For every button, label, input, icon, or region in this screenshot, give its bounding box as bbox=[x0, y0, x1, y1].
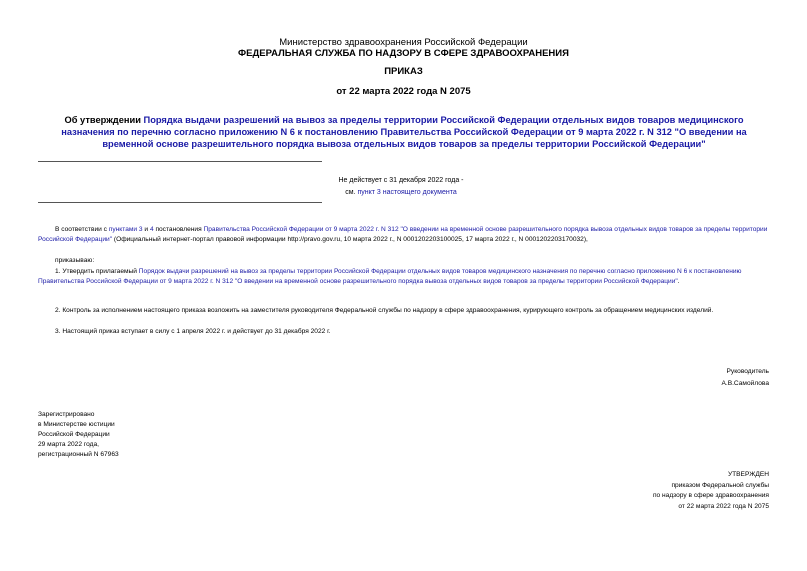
item-2-paragraph: 2. Контроль за исполнением настоящего приказа возложить на заместителя руководителя Федеральной службы по надзору в сфере здравоохранения, курирующего контроль за обращением медицинских изделий. bbox=[55, 307, 714, 314]
preamble-paragraph bbox=[38, 225, 772, 245]
preamble-text: постановления bbox=[153, 226, 204, 233]
registration-line: Зарегистрировано bbox=[38, 411, 95, 418]
title-prefix: Об утверждении bbox=[64, 115, 144, 125]
registration-line: Российской Федерации bbox=[38, 431, 110, 438]
status-note bbox=[300, 175, 502, 199]
item-1-link[interactable]: Порядок выдачи разрешений на вывоз за пределы территории Российской Федерации отдельных видов товаров медицинского назначения по перечню согласно приложению N 6 к постановлению Правительства Российской Федерации от 9 марта 2022 г. N 312 "О введении на временной основе разрешительного порядка вывоза отдельных видов товаров за пределы территории Российской Федерации" bbox=[38, 268, 742, 285]
item-1-text: . bbox=[677, 278, 680, 285]
document-type: ПРИКАЗ bbox=[384, 66, 423, 77]
divider-bottom bbox=[38, 202, 322, 203]
signatory-name: А.В.Самойлова bbox=[721, 380, 769, 387]
approval-block bbox=[653, 470, 769, 512]
order-word: приказываю: bbox=[55, 257, 95, 264]
approval-line: по надзору в сфере здравоохранения bbox=[652, 492, 769, 499]
item-3-paragraph: 3. Настоящий приказ вступает в силу с 1 апреля 2022 г. и действует до 31 декабря 2022 г. bbox=[55, 328, 331, 335]
item-1-text: 1. Утвердить прилагаемый bbox=[55, 268, 139, 275]
registration-line: в Министерстве юстиции bbox=[38, 421, 115, 428]
approval-line: УТВЕРЖДЕН bbox=[727, 471, 769, 478]
item-1-paragraph bbox=[38, 267, 772, 287]
document-date-number: от 22 марта 2022 года N 2075 bbox=[336, 86, 471, 97]
approval-line: приказом Федеральной службы bbox=[671, 481, 769, 489]
title-link[interactable]: Порядка выдачи разрешений на вывоз за пределы территории Российской Федерации отдельных видов товаров медицинского назначения по перечню согласно приложению N 6 к постановлению Правительства Российской Федерации от 9 марта 2022 г. N 312 "О введении на временной основе разрешительного порядка вывоза отдельных видов товаров за пределы территории Российской Федерации" bbox=[61, 115, 747, 149]
status-note-link[interactable]: пункт 3 настоящего документа bbox=[357, 189, 457, 196]
document-title bbox=[38, 114, 770, 150]
approval-line: от 22 марта 2022 года N 2075 bbox=[678, 502, 769, 510]
divider-top bbox=[38, 161, 322, 162]
preamble-link-p4[interactable]: 4 bbox=[149, 226, 154, 233]
ministry-name: Министерство здравоохранения Российской Федерации bbox=[279, 37, 528, 48]
registration-block bbox=[38, 410, 119, 460]
preamble-text: В соответствии с bbox=[55, 226, 109, 233]
preamble-text: (Официальный интернет-портал правовой информации http://pravo.gov.ru, 10 марта 2022 г., N 0001202203100025, 17 марта 2022 г., N 0001202203170032), bbox=[112, 236, 588, 243]
registration-line: 29 марта 2022 года, bbox=[38, 441, 99, 448]
registration-line: регистрационный N 67963 bbox=[38, 451, 119, 458]
signatory-position: Руководитель bbox=[726, 368, 769, 375]
service-name: ФЕДЕРАЛЬНАЯ СЛУЖБА ПО НАДЗОРУ В СФЕРЕ ЗДРАВООХРАНЕНИЯ bbox=[238, 48, 569, 59]
preamble-text: и bbox=[142, 226, 150, 233]
signature-block bbox=[721, 366, 769, 390]
status-note-prefix: см. bbox=[345, 189, 358, 196]
status-note-text: Не действует с 31 декабря 2022 года - bbox=[338, 177, 464, 184]
preamble-link-p3[interactable]: пунктами 3 bbox=[108, 226, 143, 233]
preamble-link-resolution[interactable]: Правительства Российской Федерации от 9 марта 2022 г. N 312 "О введении на временной основе разрешительного порядка вывоза отдельных видов товаров за пределы территории Российской Федерации" bbox=[38, 226, 768, 243]
